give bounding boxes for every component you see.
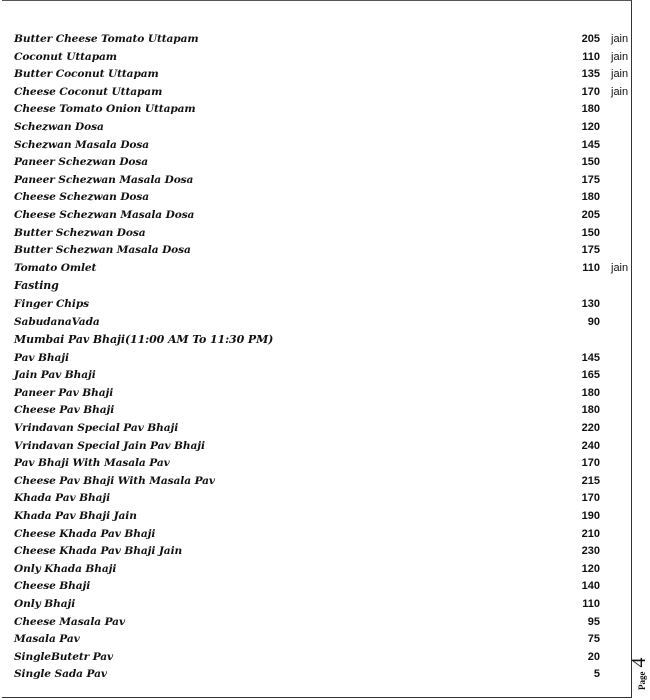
item-name: Khada Pav Bhaji — [14, 492, 111, 505]
item-tag-jain: jain — [611, 261, 629, 274]
menu-item — [14, 473, 634, 491]
menu-item — [14, 172, 634, 190]
menu-item — [14, 260, 634, 278]
item-tag-jain: jain — [611, 33, 629, 45]
menu-item — [14, 207, 634, 225]
menu-item — [14, 154, 634, 172]
menu-item — [14, 137, 634, 155]
item-price: 215 — [581, 474, 600, 487]
menu-item — [14, 490, 634, 508]
menu-item — [14, 31, 634, 49]
menu-item — [14, 367, 634, 385]
item-name: Butter Schezwan Dosa — [14, 226, 146, 239]
item-price: 5 — [593, 668, 600, 681]
item-price: 120 — [581, 562, 600, 575]
menu-item — [14, 119, 634, 137]
item-price: 180 — [581, 103, 600, 116]
menu-item — [14, 596, 634, 614]
item-price: 140 — [581, 580, 600, 593]
item-name: Cheese Pav Bhaji — [14, 404, 115, 417]
menu-item — [14, 189, 634, 207]
item-name: Cheese Masala Pav — [14, 615, 126, 628]
menu-item — [14, 350, 634, 368]
menu-item — [14, 631, 634, 649]
item-name: Butter Schezwan Masala Dosa — [14, 244, 191, 257]
item-name: Coconut Uttapam — [14, 50, 117, 63]
item-tag-jain: jain — [611, 50, 629, 63]
item-price: 150 — [581, 156, 600, 169]
item-name: Jain Pav Bhaji — [14, 369, 96, 382]
item-name: Khada Pav Bhaji Jain — [14, 510, 137, 523]
menu-item — [14, 649, 634, 667]
item-price: 180 — [581, 386, 600, 399]
item-price: 205 — [581, 208, 600, 221]
item-name: Cheese Pav Bhaji With Masala Pav — [14, 474, 215, 487]
item-tag-jain: jain — [611, 68, 629, 81]
menu-item — [14, 561, 634, 579]
item-price: 110 — [582, 598, 600, 610]
item-price: 190 — [581, 510, 600, 523]
item-price: 230 — [581, 545, 600, 558]
item-name: Cheese Schezwan Dosa — [14, 191, 150, 204]
item-name: Cheese Schezwan Masala Dosa — [14, 208, 195, 221]
menu-group-uttapam-dosa — [14, 31, 634, 277]
item-name: Cheese Tomato Onion Uttapam — [14, 103, 196, 116]
section-heading — [14, 331, 634, 350]
item-price: 110 — [582, 50, 600, 63]
menu-item — [14, 526, 634, 544]
menu-item — [14, 438, 634, 456]
section-title: Mumbai Pav Bhaji(11:00 AM To 11:30 PM) — [14, 333, 274, 347]
menu-group-pav-bhaji — [14, 331, 634, 684]
menu-item — [14, 314, 634, 332]
item-name: Only Khada Bhaji — [14, 562, 117, 575]
item-price: 145 — [581, 138, 600, 151]
page-word: Page — [637, 671, 647, 690]
item-price: 110 — [582, 261, 600, 274]
item-price: 220 — [581, 422, 600, 435]
item-price: 175 — [581, 173, 600, 186]
item-name: SingleButetr Pav — [14, 650, 114, 663]
item-price: 180 — [581, 191, 600, 204]
page-number — [622, 648, 650, 690]
item-tag-jain: jain — [611, 85, 629, 98]
menu-item — [14, 420, 634, 438]
menu-item — [14, 84, 634, 102]
menu-item — [14, 614, 634, 632]
item-price: 175 — [581, 244, 600, 257]
item-price: 205 — [581, 33, 600, 45]
item-name: Only Bhaji — [14, 598, 76, 610]
item-name: Pav Bhaji — [14, 351, 69, 364]
item-price: 120 — [581, 120, 600, 133]
item-price: 90 — [587, 315, 600, 328]
item-name: Schezwan Masala Dosa — [14, 138, 150, 151]
item-price: 75 — [587, 633, 600, 646]
item-price: 130 — [581, 297, 600, 310]
item-name: Single Sada Pav — [14, 668, 107, 681]
item-price: 165 — [581, 369, 600, 382]
item-name: Paneer Pav Bhaji — [14, 386, 114, 399]
item-name: Finger Chips — [14, 297, 89, 310]
item-name: Paneer Schezwan Masala Dosa — [14, 173, 194, 186]
item-name: Paneer Schezwan Dosa — [14, 156, 149, 169]
item-name: Cheese Coconut Uttapam — [14, 85, 163, 98]
item-price: 150 — [581, 226, 600, 239]
menu-item — [14, 225, 634, 243]
item-price: 170 — [581, 85, 600, 98]
menu-item — [14, 508, 634, 526]
item-name: Tomato Omlet — [14, 261, 97, 274]
section-title: Fasting — [14, 279, 59, 293]
item-name: Vrindavan Special Jain Pav Bhaji — [14, 439, 205, 452]
item-name: Schezwan Dosa — [14, 120, 104, 133]
menu-group-fasting — [14, 277, 634, 331]
menu-item — [14, 49, 634, 67]
menu-item — [14, 66, 634, 84]
item-price: 145 — [581, 351, 600, 364]
item-name: SabudanaVada — [14, 315, 100, 328]
item-price: 210 — [581, 527, 600, 540]
item-name: Cheese Khada Pav Bhaji Jain — [14, 545, 183, 558]
menu-item — [14, 242, 634, 260]
menu-item — [14, 402, 634, 420]
menu-item — [14, 296, 634, 314]
section-heading — [14, 277, 634, 296]
page-digit: 4 — [628, 657, 650, 668]
item-price: 180 — [581, 404, 600, 417]
item-price: 170 — [581, 492, 600, 505]
item-name: Butter Coconut Uttapam — [14, 68, 159, 81]
item-price: 95 — [587, 615, 600, 628]
menu-item — [14, 578, 634, 596]
item-name: Butter Cheese Tomato Uttapam — [14, 33, 199, 45]
item-price: 240 — [581, 439, 600, 452]
menu-item — [14, 455, 634, 473]
item-price: 135 — [581, 68, 600, 81]
page-number-label — [628, 658, 650, 691]
item-price: 20 — [587, 650, 600, 663]
menu-item — [14, 666, 634, 684]
menu-list — [14, 31, 634, 684]
item-name: Pav Bhaji With Masala Pav — [14, 457, 170, 470]
item-name: Cheese Khada Pav Bhaji — [14, 527, 156, 540]
menu-item — [14, 543, 634, 561]
menu-item — [14, 101, 634, 119]
item-name: Masala Pav — [14, 633, 80, 646]
menu-item — [14, 385, 634, 403]
item-name: Vrindavan Special Pav Bhaji — [14, 422, 179, 435]
item-price: 170 — [581, 457, 600, 470]
item-name: Cheese Bhaji — [14, 580, 91, 593]
